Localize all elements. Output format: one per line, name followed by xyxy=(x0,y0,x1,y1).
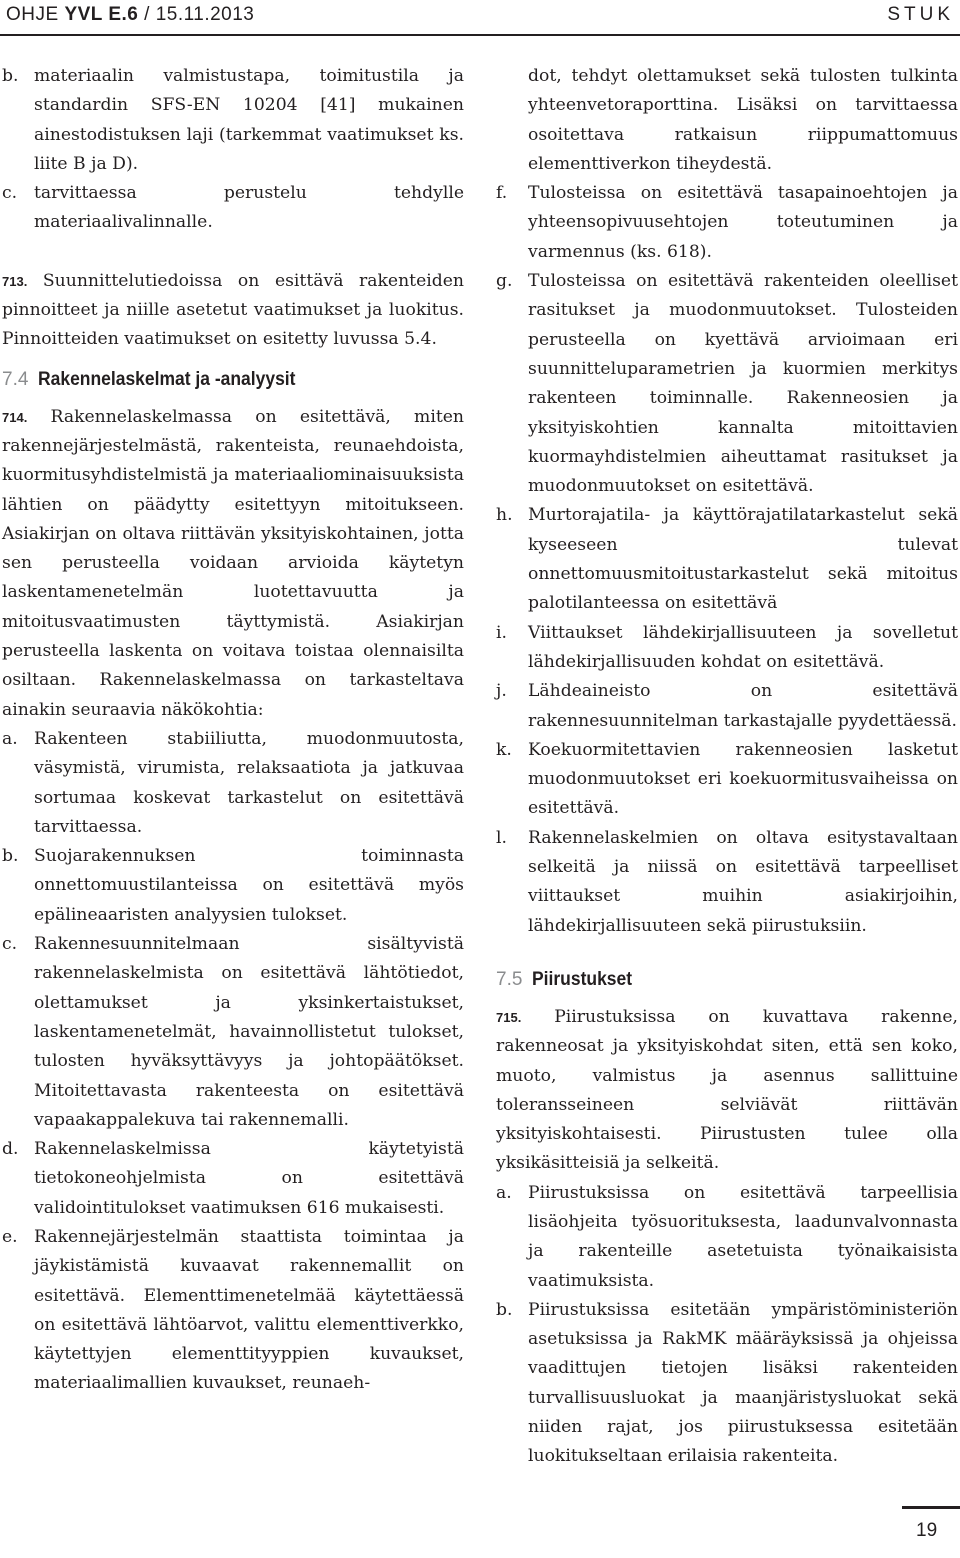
section-heading xyxy=(2,365,464,403)
list-item xyxy=(496,619,958,678)
left-column xyxy=(2,62,464,1399)
list-text: Koekuormitettavien rakenneosien lasketut muodonmuutokset eri koekuormitusvaiheissa on esitettävä. xyxy=(528,739,958,819)
list-text: Suojarakennuksen toiminnasta onnettomuustilanteissa on esitettävä myös epälineaaristen analyysien tulokset. xyxy=(34,846,464,925)
page-number: 19 xyxy=(916,1520,938,1541)
list-text: Murtorajatila- ja käyttörajatilatarkastelut sekä kyseeseen tulevat onnettomuusmitoitustarkastelut sekä mitoitus palotilanteessa on esitettävä xyxy=(528,505,958,614)
list-item xyxy=(496,824,958,941)
list-item xyxy=(2,62,464,179)
list-label: k. xyxy=(496,739,512,760)
section-number: 7.5 xyxy=(496,968,523,990)
footer-rule xyxy=(902,1506,960,1509)
list-label: b. xyxy=(496,1299,513,1320)
list-label: c. xyxy=(2,183,18,204)
section-number: 7.4 xyxy=(2,368,29,390)
list-item xyxy=(496,501,958,618)
list-item-continuation xyxy=(496,62,958,179)
paragraph-number: 713. xyxy=(2,273,28,289)
list-item xyxy=(496,1296,958,1472)
list-item xyxy=(2,725,464,842)
list-text: Rakennejärjestelmän staattista toimintaa ja jäykistämistä kuvaavat rakennemallit on esitettävä. Elementtimenetelmää käytettäessä on esitettävä lähtöarvot, valittu elementtiverkko, käytettyjen elementtityyppien kuvaukset, materiaalimallien kuvaukset, reunaeh- xyxy=(34,1226,464,1394)
list-item xyxy=(496,677,958,736)
list-item xyxy=(2,179,464,238)
list-label: j. xyxy=(496,681,507,702)
header-rule xyxy=(0,34,960,36)
paragraph-number: 715. xyxy=(496,1009,522,1025)
paragraph-714 xyxy=(2,403,464,725)
paragraph-713 xyxy=(2,267,464,355)
list-label: i. xyxy=(496,622,507,643)
paragraph-text: Piirustuksissa on kuvattava rakenne, rakenneosat ja yksityiskohdat siten, että sen koko, muoto, valmistus ja asennus sallittuine toleransseineen selviävät riittävän yksityiskohtaisesti. Piirustusten tulee olla yksikäsitteisiä ja selkeitä. xyxy=(496,1006,958,1174)
list-label: b. xyxy=(2,846,19,867)
list-item xyxy=(496,736,958,824)
list-label: g. xyxy=(496,271,513,292)
list-item xyxy=(2,842,464,930)
section-title: Rakennelaskelmat ja -analyysit xyxy=(38,368,296,390)
list-item xyxy=(2,1135,464,1223)
list-text: Rakennelaskelmissa käytetyistä tietokoneohjelmista on esitettävä validointitulokset vaatimuksen 616 mukaisesti. xyxy=(34,1139,464,1218)
list-text: materiaalin valmistustapa, toimitustila ja standardin SFS-EN 10204 [41] mukainen ainestodistuksen laji (tarkemmat vaatimukset ks. liite B ja D). xyxy=(34,66,464,174)
list-label: d. xyxy=(2,1139,19,1160)
list-item xyxy=(2,1223,464,1399)
doc-prefix: OHJE xyxy=(6,4,65,25)
list-text: Viittaukset lähdekirjallisuuteen ja sovelletut lähdekirjallisuuden kohdat on esitettävä. xyxy=(528,622,958,672)
list-text: Tulosteissa on esitettävä rakenteiden oleelliset rasitukset ja muodonmuutokset. Tulosteiden perusteella on kyettävä arvioimaan eri suunnitteluparametrien ja kuormien merkitys rakenteen toiminnalle. Rakenneosien ja yksityiskohtien kannalta mitoittavien kuormayhdistelmien aiheuttamat rasitukset ja muodonmuutokset on esitettävä. xyxy=(528,271,958,497)
list-text: Lähdeaineisto on esitettävä rakennesuunnitelman tarkastajalle pyydettäessä. xyxy=(528,681,958,731)
list-item xyxy=(496,1179,958,1296)
document-id xyxy=(6,4,254,26)
list-label: e. xyxy=(2,1226,18,1247)
list-item xyxy=(496,267,958,501)
list-label: a. xyxy=(496,1182,512,1203)
list-text: Piirustuksissa on esitettävä tarpeellisia lisäohjeita työsuorituksesta, laadunvalvonnasta ja rakenteille asetetuista työnaikaisista vaatimuksista. xyxy=(528,1182,958,1291)
list-text: Piirustuksissa esitetään ympäristöministeriön asetuksissa ja RakMK määräyksissä ja ohjeissa vaadittujen tietojen lisäksi rakenteiden turvallisuusluokat ja maanjäristysluokat sekä niiden rajat, jos piirustuksessa esitetään luokitukseltaan erilaisia rakenteita. xyxy=(528,1299,958,1467)
right-column xyxy=(496,62,958,1472)
list-text: dot, tehdyt olettamukset sekä tulosten tulkinta yhteenvetoraporttina. Lisäksi on tarvittaessa osoitettava ratkaisun riippumattomuus elementtiverkon tiheydestä. xyxy=(528,66,958,174)
page-header xyxy=(0,0,960,42)
list-label: c. xyxy=(2,934,18,955)
list-text: Rakennesuunnitelmaan sisältyvistä rakennelaskelmista on esitettävä lähtötiedot, olettamukset ja yksinkertaistukset, laskentamenetelmät, havainnollistetut tulokset, tulosten hyväksyttävyys ja johtopäätökset. Mitoitettavasta rakenteesta on esitettävä vapaakappalekuva tai rakennemalli. xyxy=(34,934,464,1130)
list-text: Rakenteen stabiiliutta, muodonmuutosta, väsymistä, virumista, relaksaatiota ja jatkuvaa sortumaa koskevat tarkastelut on esitettävä tarvittaessa. xyxy=(34,728,464,837)
list-label: l. xyxy=(496,827,507,848)
paragraph-715 xyxy=(496,1003,958,1179)
list-item xyxy=(496,179,958,267)
section-title: Piirustukset xyxy=(532,968,633,990)
doc-date: / 15.11.2013 xyxy=(138,4,255,25)
section-heading xyxy=(496,965,958,1003)
list-item xyxy=(2,930,464,1135)
list-label: f. xyxy=(496,183,508,204)
paragraph-text: Rakennelaskelmassa on esitettävä, miten rakennejärjestelmästä, rakenteista, reunaehdoista, kuormitusyhdistelmistä ja materiaaliominaisuuksista lähtien on päädytty esitettyyn mitoitukseen. Asiakirjan on oltava riittävän yksityiskohtainen, jotta sen perusteella voidaan arvioida käytetyn laskentamenetelmän luotettavuutta ja mitoitusvaatimusten täyttymistä. Asiakirjan perusteella laskenta on voitava toistaa olennaisilta osiltaan. Rakennelaskelmassa on tarkasteltava ainakin seuraavia näkökohtia: xyxy=(2,406,464,720)
list-text: Rakennelaskelmien on oltava esitystavaltaan selkeitä ja niissä on esitettävä tarpeelliset viittaukset muihin asiakirjoihin, lähdekirjallisuuteen sekä piirustuksiin. xyxy=(528,827,958,936)
doc-code: YVL E.6 xyxy=(64,4,139,25)
list-text: tarvittaessa perustelu tehdylle materiaalivalinnalle. xyxy=(34,183,464,233)
list-label: b. xyxy=(2,66,19,86)
organization-name: STUK xyxy=(887,4,954,25)
list-text: Tulosteissa on esitettävä tasapainoehtojen ja yhteensopivuusehtojen toteutuminen ja varmennus (ks. 618). xyxy=(528,183,958,262)
list-label: a. xyxy=(2,728,18,749)
paragraph-number: 714. xyxy=(2,409,28,425)
list-label: h. xyxy=(496,505,513,526)
paragraph-text: Suunnittelutiedoissa on esittävä rakenteiden pinnoitteet ja niille asetetut vaatimukset ja luokitus. Pinnoitteiden vaatimukset on esitetty luvussa 5.4. xyxy=(2,270,464,350)
